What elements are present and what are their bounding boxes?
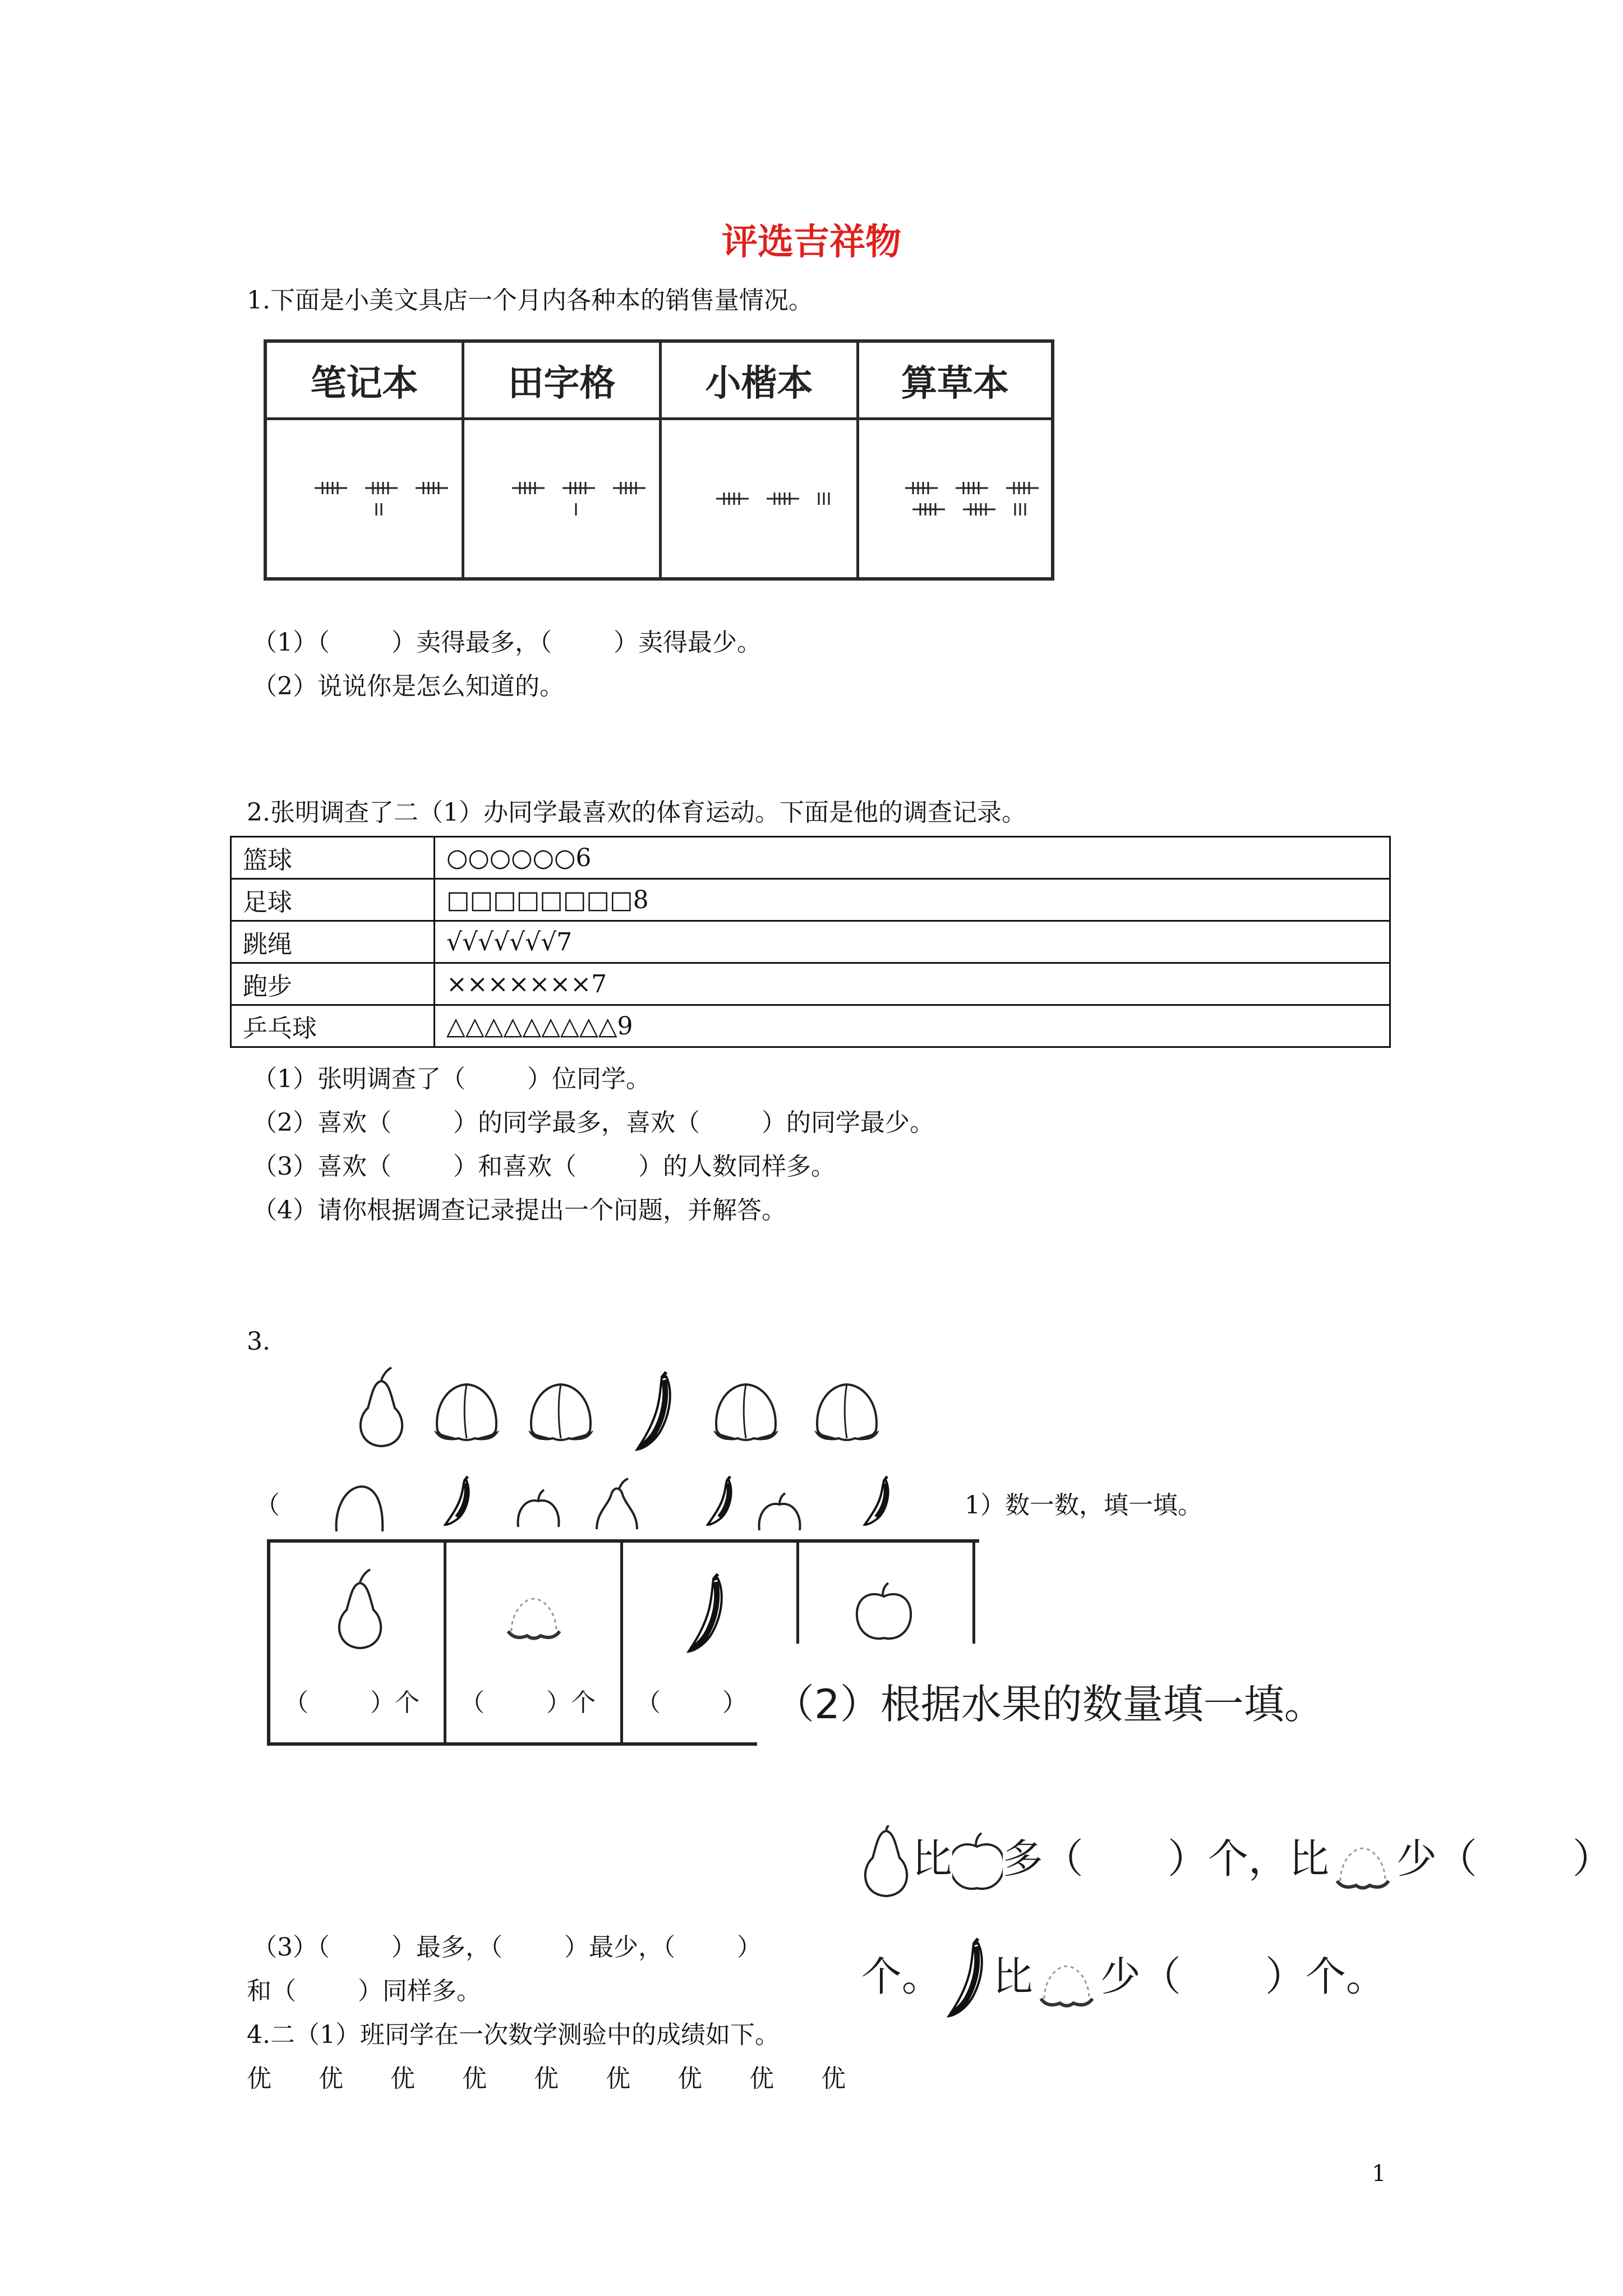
survey-sport: 篮球: [231, 837, 435, 879]
survey-row: [231, 1005, 1390, 1047]
tally-row: [904, 481, 1040, 495]
q3-sub2-part: 多（: [1002, 1835, 1083, 1883]
q2-intro: 2.张明调查了二（1）办同学最喜欢的体育运动。下面是他的调查记录。: [247, 798, 1026, 827]
tally-mark-icon: [816, 491, 837, 506]
tally-cell: [662, 420, 859, 577]
banana-icon: [445, 1476, 469, 1525]
banana-icon: [942, 1938, 993, 2022]
apple-icon: [518, 1490, 559, 1527]
survey-row: [231, 963, 1390, 1005]
tally-mark-icon: [374, 502, 389, 517]
count-label-peach: [460, 1690, 596, 1717]
tally-cell: [859, 420, 1051, 577]
grade-item: 优: [247, 2064, 271, 2093]
tally-mark-icon: [364, 481, 399, 495]
q1-sub1: [252, 629, 762, 656]
tally-mark-icon: [511, 481, 546, 495]
q1-sub2: （2）说说你是怎么知道的。: [252, 672, 564, 701]
peach-icon: [1033, 1952, 1100, 2008]
grade-item: 优: [462, 2064, 487, 2093]
tally-row: [511, 481, 647, 495]
grade-item: 优: [534, 2064, 559, 2093]
apple-icon: [759, 1493, 800, 1530]
q2-sub1-part: （1）张明调查了（: [252, 1065, 465, 1093]
tally-header-notebook: 笔记本: [267, 343, 464, 420]
peach-icon: [434, 1384, 499, 1440]
q2-sub2: [252, 1110, 934, 1137]
q3-sub3-line2: [247, 1978, 481, 2005]
apple-icon: [952, 1831, 1003, 1893]
tally-row: [374, 502, 389, 517]
tally-header-small-book: 小楷本: [662, 343, 859, 420]
q3-sub3-part: ）最少，（: [564, 1933, 675, 1962]
tally-row: [313, 481, 449, 495]
q2-sub3-part: （3）喜欢（: [252, 1152, 391, 1181]
count-label-pear: [284, 1690, 419, 1717]
q2-sub2-part: ）的同学最多，喜欢（: [453, 1108, 700, 1137]
q3-sub3-part: 和（: [247, 1977, 296, 2005]
survey-record: ○○○○○○6: [435, 837, 1390, 879]
tally-mark-icon: [573, 502, 584, 517]
tally-mark-icon: [414, 481, 449, 495]
q3-number: 3.: [247, 1327, 270, 1356]
peach-icon: [1329, 1834, 1396, 1890]
q3-sub3-part: ）: [737, 1933, 762, 1962]
q3-sub2-part: ）: [1572, 1835, 1613, 1883]
q2-sub3-part: ）和喜欢（: [453, 1152, 577, 1181]
survey-sport: 跳绳: [231, 921, 435, 963]
q3-sub1-text: 1）数一数，填一填。: [965, 1491, 1202, 1520]
count-label-part: （: [284, 1688, 308, 1717]
tally-mark-icon: [955, 481, 989, 495]
survey-row: [231, 837, 1390, 879]
pear-icon: [339, 1570, 381, 1648]
tally-mark-icon: [911, 502, 946, 517]
q3-sub3-part: ）同样多。: [358, 1977, 481, 2005]
count-label-part: ）个: [370, 1688, 419, 1717]
q1-sub1-part: ）卖得最少。: [614, 628, 762, 657]
q2-sub2-part: （2）喜欢（: [252, 1108, 391, 1137]
banana-icon: [689, 1574, 722, 1651]
count-label-part: （: [636, 1688, 661, 1717]
q3-sub2-part: 个。: [861, 1953, 942, 2000]
q2-sub2-part: ）的同学最少。: [762, 1108, 934, 1137]
apple-icon: [857, 1583, 911, 1639]
survey-record: □□□□□□□□8: [435, 879, 1390, 921]
grade-item: 优: [821, 2064, 846, 2093]
peach-icon: [336, 1487, 382, 1531]
q1-sub1-part: ）卖得最多，（: [391, 628, 552, 657]
banana-icon: [637, 1372, 670, 1450]
survey-record: ×××××××7: [435, 963, 1390, 1005]
q3-sub2-line2: [836, 1890, 1386, 2022]
count-label-part: ）个: [546, 1688, 596, 1717]
grade-item: 优: [319, 2064, 343, 2093]
tally-mark-icon: [1012, 502, 1033, 517]
page-number: 1: [1372, 2161, 1386, 2187]
tally-mark-icon: [962, 502, 997, 517]
tally-header-grid-book: 田字格: [464, 343, 662, 420]
tally-row: [911, 502, 1033, 517]
q3-sub3-part: （3）（: [252, 1933, 330, 1962]
survey-table: [230, 836, 1391, 1048]
survey-sport: 跑步: [231, 963, 435, 1005]
q3-sub3-part: ）最多，（: [391, 1933, 502, 1962]
grade-item: 优: [390, 2064, 415, 2093]
grades-row: [247, 2065, 893, 2092]
grade-item: 优: [749, 2064, 774, 2093]
peach-icon: [508, 1599, 560, 1639]
tally-table: [264, 339, 1054, 581]
q3-sub3-line1: [252, 1934, 762, 1961]
q2-sub1-part: ）位同学。: [527, 1065, 651, 1093]
q1-sub1-part: （1）（: [252, 628, 330, 657]
tally-mark-icon: [1005, 481, 1040, 495]
q2-sub3-part: ）的人数同样多。: [638, 1152, 836, 1181]
survey-row: [231, 921, 1390, 963]
count-label-part: （: [460, 1688, 485, 1717]
q3-paren-open: （: [255, 1491, 280, 1520]
survey-sport: 足球: [231, 879, 435, 921]
count-label-part: ）: [722, 1688, 747, 1717]
banana-icon: [865, 1476, 888, 1525]
pear-icon: [597, 1479, 637, 1529]
q1-intro: 1.下面是小美文具店一个月内各种本的销售量情况。: [247, 286, 813, 315]
q3-sub2-part: 比: [911, 1835, 952, 1883]
q3-sub2-part: ）个，比: [1167, 1835, 1329, 1883]
page-title: 评选吉祥物: [722, 221, 901, 263]
count-label-banana: [636, 1690, 747, 1717]
peach-icon: [814, 1384, 879, 1440]
pear-icon: [861, 1825, 912, 1898]
survey-sport: 乒乓球: [231, 1005, 435, 1047]
q3-sub2-line1: [836, 1778, 1613, 1898]
tally-mark-icon: [313, 481, 348, 495]
q4-intro: 4.二（1）班同学在一次数学测验中的成绩如下。: [247, 2021, 780, 2049]
peach-icon: [713, 1384, 778, 1440]
tally-cell: [267, 420, 464, 577]
fruit-row-2: [314, 1464, 931, 1531]
tally-mark-icon: [766, 491, 800, 506]
grade-item: 优: [677, 2064, 702, 2093]
peach-icon: [528, 1384, 593, 1440]
q2-sub1: [252, 1066, 651, 1093]
banana-icon: [708, 1476, 731, 1525]
q3-sub2-heading: （2）根据水果的数量填一填。: [774, 1681, 1325, 1728]
tally-mark-icon: [904, 481, 939, 495]
tally-mark-icon: [715, 491, 750, 506]
tally-row: [715, 491, 837, 506]
fruit-row-1: [314, 1358, 987, 1458]
survey-row: [231, 879, 1390, 921]
grade-item: 优: [606, 2064, 630, 2093]
q2-sub4: （4）请你根据调查记录提出一个问题，并解答。: [252, 1196, 786, 1225]
q2-sub3: [252, 1153, 836, 1180]
tally-mark-icon: [612, 481, 647, 495]
q3-sub2-part: ）个。: [1265, 1953, 1386, 2000]
q3-sub2-part: 比: [992, 1953, 1033, 2000]
tally-mark-icon: [561, 481, 596, 495]
tally-cell: [464, 420, 662, 577]
survey-record: √√√√√√√7: [435, 921, 1390, 963]
q3-sub2-part: 少（: [1396, 1835, 1477, 1883]
tally-row: [573, 502, 584, 517]
tally-header-draft-book: 算草本: [859, 343, 1051, 420]
q3-sub2-part: 少（: [1100, 1953, 1181, 2000]
pear-icon: [361, 1368, 402, 1446]
survey-record: △△△△△△△△△9: [435, 1005, 1390, 1047]
